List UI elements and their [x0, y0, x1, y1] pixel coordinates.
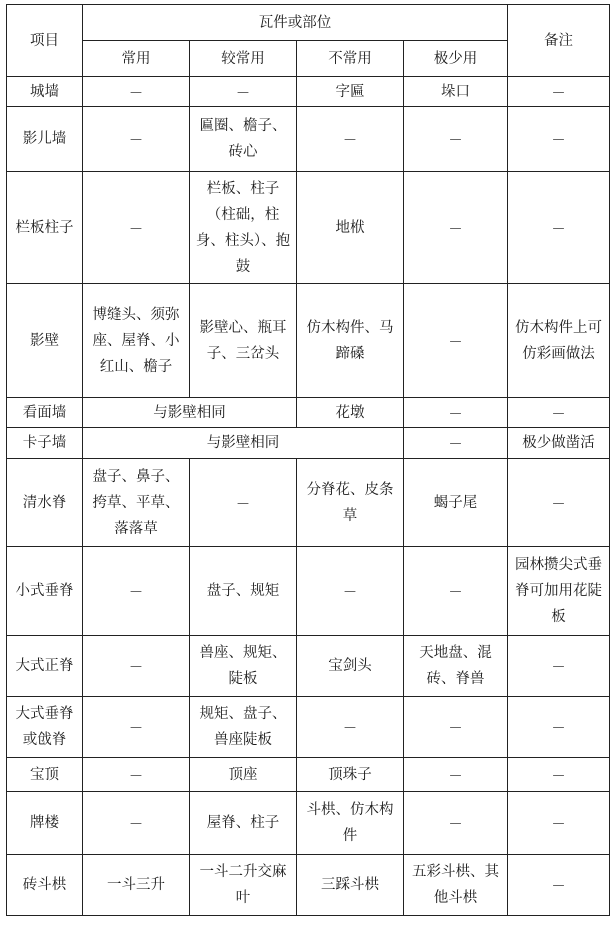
table-row	[7, 697, 610, 758]
table-container	[6, 4, 610, 916]
cell-merged: 与影壁相同	[83, 398, 297, 428]
cell-remarks: —	[508, 459, 610, 547]
cell-common: —	[83, 758, 190, 792]
cell-remarks: 极少做凿活	[508, 428, 610, 459]
cell-fairly-common: —	[190, 77, 297, 107]
header-item: 项目	[7, 5, 83, 77]
cell-remarks: —	[508, 636, 610, 697]
cell-item: 影壁	[7, 284, 83, 398]
cell-uncommon: 分脊花、皮条草	[297, 459, 404, 547]
table-row	[7, 284, 610, 398]
cell-remarks: —	[508, 697, 610, 758]
cell-remarks: —	[508, 398, 610, 428]
header-common: 常用	[83, 41, 190, 77]
cell-common: —	[83, 697, 190, 758]
table-row	[7, 398, 610, 428]
cell-item: 砖斗栱	[7, 855, 83, 916]
cell-fairly-common: 盘子、规矩	[190, 547, 297, 636]
cell-common: —	[83, 77, 190, 107]
table-row	[7, 758, 610, 792]
cell-common: —	[83, 107, 190, 172]
cell-uncommon: 花墩	[297, 398, 404, 428]
cell-common: 博缝头、须弥座、屋脊、小红山、檐子	[83, 284, 190, 398]
cell-fairly-common: 影壁心、瓶耳子、三岔头	[190, 284, 297, 398]
cell-very-rare: 五彩斗栱、其他斗栱	[404, 855, 508, 916]
table-row	[7, 459, 610, 547]
cell-very-rare: —	[404, 398, 508, 428]
cell-item: 卡子墙	[7, 428, 83, 459]
cell-very-rare: —	[404, 284, 508, 398]
cell-very-rare: 天地盘、混砖、脊兽	[404, 636, 508, 697]
cell-very-rare: —	[404, 792, 508, 855]
cell-uncommon: —	[297, 697, 404, 758]
table-row	[7, 636, 610, 697]
component-usage-table	[6, 4, 610, 916]
cell-uncommon: —	[297, 107, 404, 172]
table-row	[7, 77, 610, 107]
cell-item: 城墙	[7, 77, 83, 107]
header-very-rare: 极少用	[404, 41, 508, 77]
cell-fairly-common: 兽座、规矩、陡板	[190, 636, 297, 697]
cell-item: 影儿墙	[7, 107, 83, 172]
table-row	[7, 855, 610, 916]
cell-uncommon: 仿木构件、马蹄磉	[297, 284, 404, 398]
cell-remarks: 仿木构件上可仿彩画做法	[508, 284, 610, 398]
cell-item: 栏板柱子	[7, 172, 83, 284]
cell-very-rare: 蝎子尾	[404, 459, 508, 547]
cell-very-rare: —	[404, 697, 508, 758]
cell-fairly-common: 一斗二升交麻叶	[190, 855, 297, 916]
cell-common: —	[83, 172, 190, 284]
cell-fairly-common: 顶座	[190, 758, 297, 792]
cell-uncommon: 三踩斗栱	[297, 855, 404, 916]
cell-fairly-common: 栏板、柱子（柱础，柱身、柱头）、抱鼓	[190, 172, 297, 284]
cell-remarks: —	[508, 792, 610, 855]
cell-common: —	[83, 792, 190, 855]
table-row	[7, 428, 610, 459]
cell-uncommon: 顶珠子	[297, 758, 404, 792]
cell-item: 清水脊	[7, 459, 83, 547]
cell-uncommon: 地栿	[297, 172, 404, 284]
cell-merged: 与影壁相同	[83, 428, 404, 459]
cell-item: 小式垂脊	[7, 547, 83, 636]
cell-item: 看面墙	[7, 398, 83, 428]
table-row	[7, 547, 610, 636]
cell-remarks: —	[508, 855, 610, 916]
cell-very-rare: 垛口	[404, 77, 508, 107]
header-remarks: 备注	[508, 5, 610, 77]
cell-uncommon: 宝剑头	[297, 636, 404, 697]
cell-common: —	[83, 636, 190, 697]
cell-remarks: —	[508, 107, 610, 172]
cell-common: —	[83, 547, 190, 636]
cell-remarks: —	[508, 758, 610, 792]
cell-common: 盘子、鼻子、挎草、平草、落落草	[83, 459, 190, 547]
cell-fairly-common: 规矩、盘子、兽座陡板	[190, 697, 297, 758]
table-row	[7, 792, 610, 855]
cell-item: 宝顶	[7, 758, 83, 792]
cell-fairly-common: —	[190, 459, 297, 547]
cell-remarks: 园林攒尖式垂脊可加用花陡板	[508, 547, 610, 636]
cell-item: 大式正脊	[7, 636, 83, 697]
cell-uncommon: 字匾	[297, 77, 404, 107]
cell-remarks: —	[508, 77, 610, 107]
header-fairly-common: 较常用	[190, 41, 297, 77]
cell-very-rare: —	[404, 547, 508, 636]
cell-very-rare: —	[404, 758, 508, 792]
cell-very-rare: —	[404, 107, 508, 172]
cell-uncommon: —	[297, 547, 404, 636]
cell-common: 一斗三升	[83, 855, 190, 916]
header-group: 瓦件或部位	[83, 5, 508, 41]
cell-very-rare: —	[404, 172, 508, 284]
cell-fairly-common: 匾圈、檐子、砖心	[190, 107, 297, 172]
header-uncommon: 不常用	[297, 41, 404, 77]
table-row	[7, 107, 610, 172]
cell-item: 大式垂脊或戗脊	[7, 697, 83, 758]
cell-item: 牌楼	[7, 792, 83, 855]
cell-remarks: —	[508, 172, 610, 284]
cell-very-rare: —	[404, 428, 508, 459]
table-row	[7, 172, 610, 284]
cell-uncommon: 斗栱、仿木构件	[297, 792, 404, 855]
cell-fairly-common: 屋脊、柱子	[190, 792, 297, 855]
